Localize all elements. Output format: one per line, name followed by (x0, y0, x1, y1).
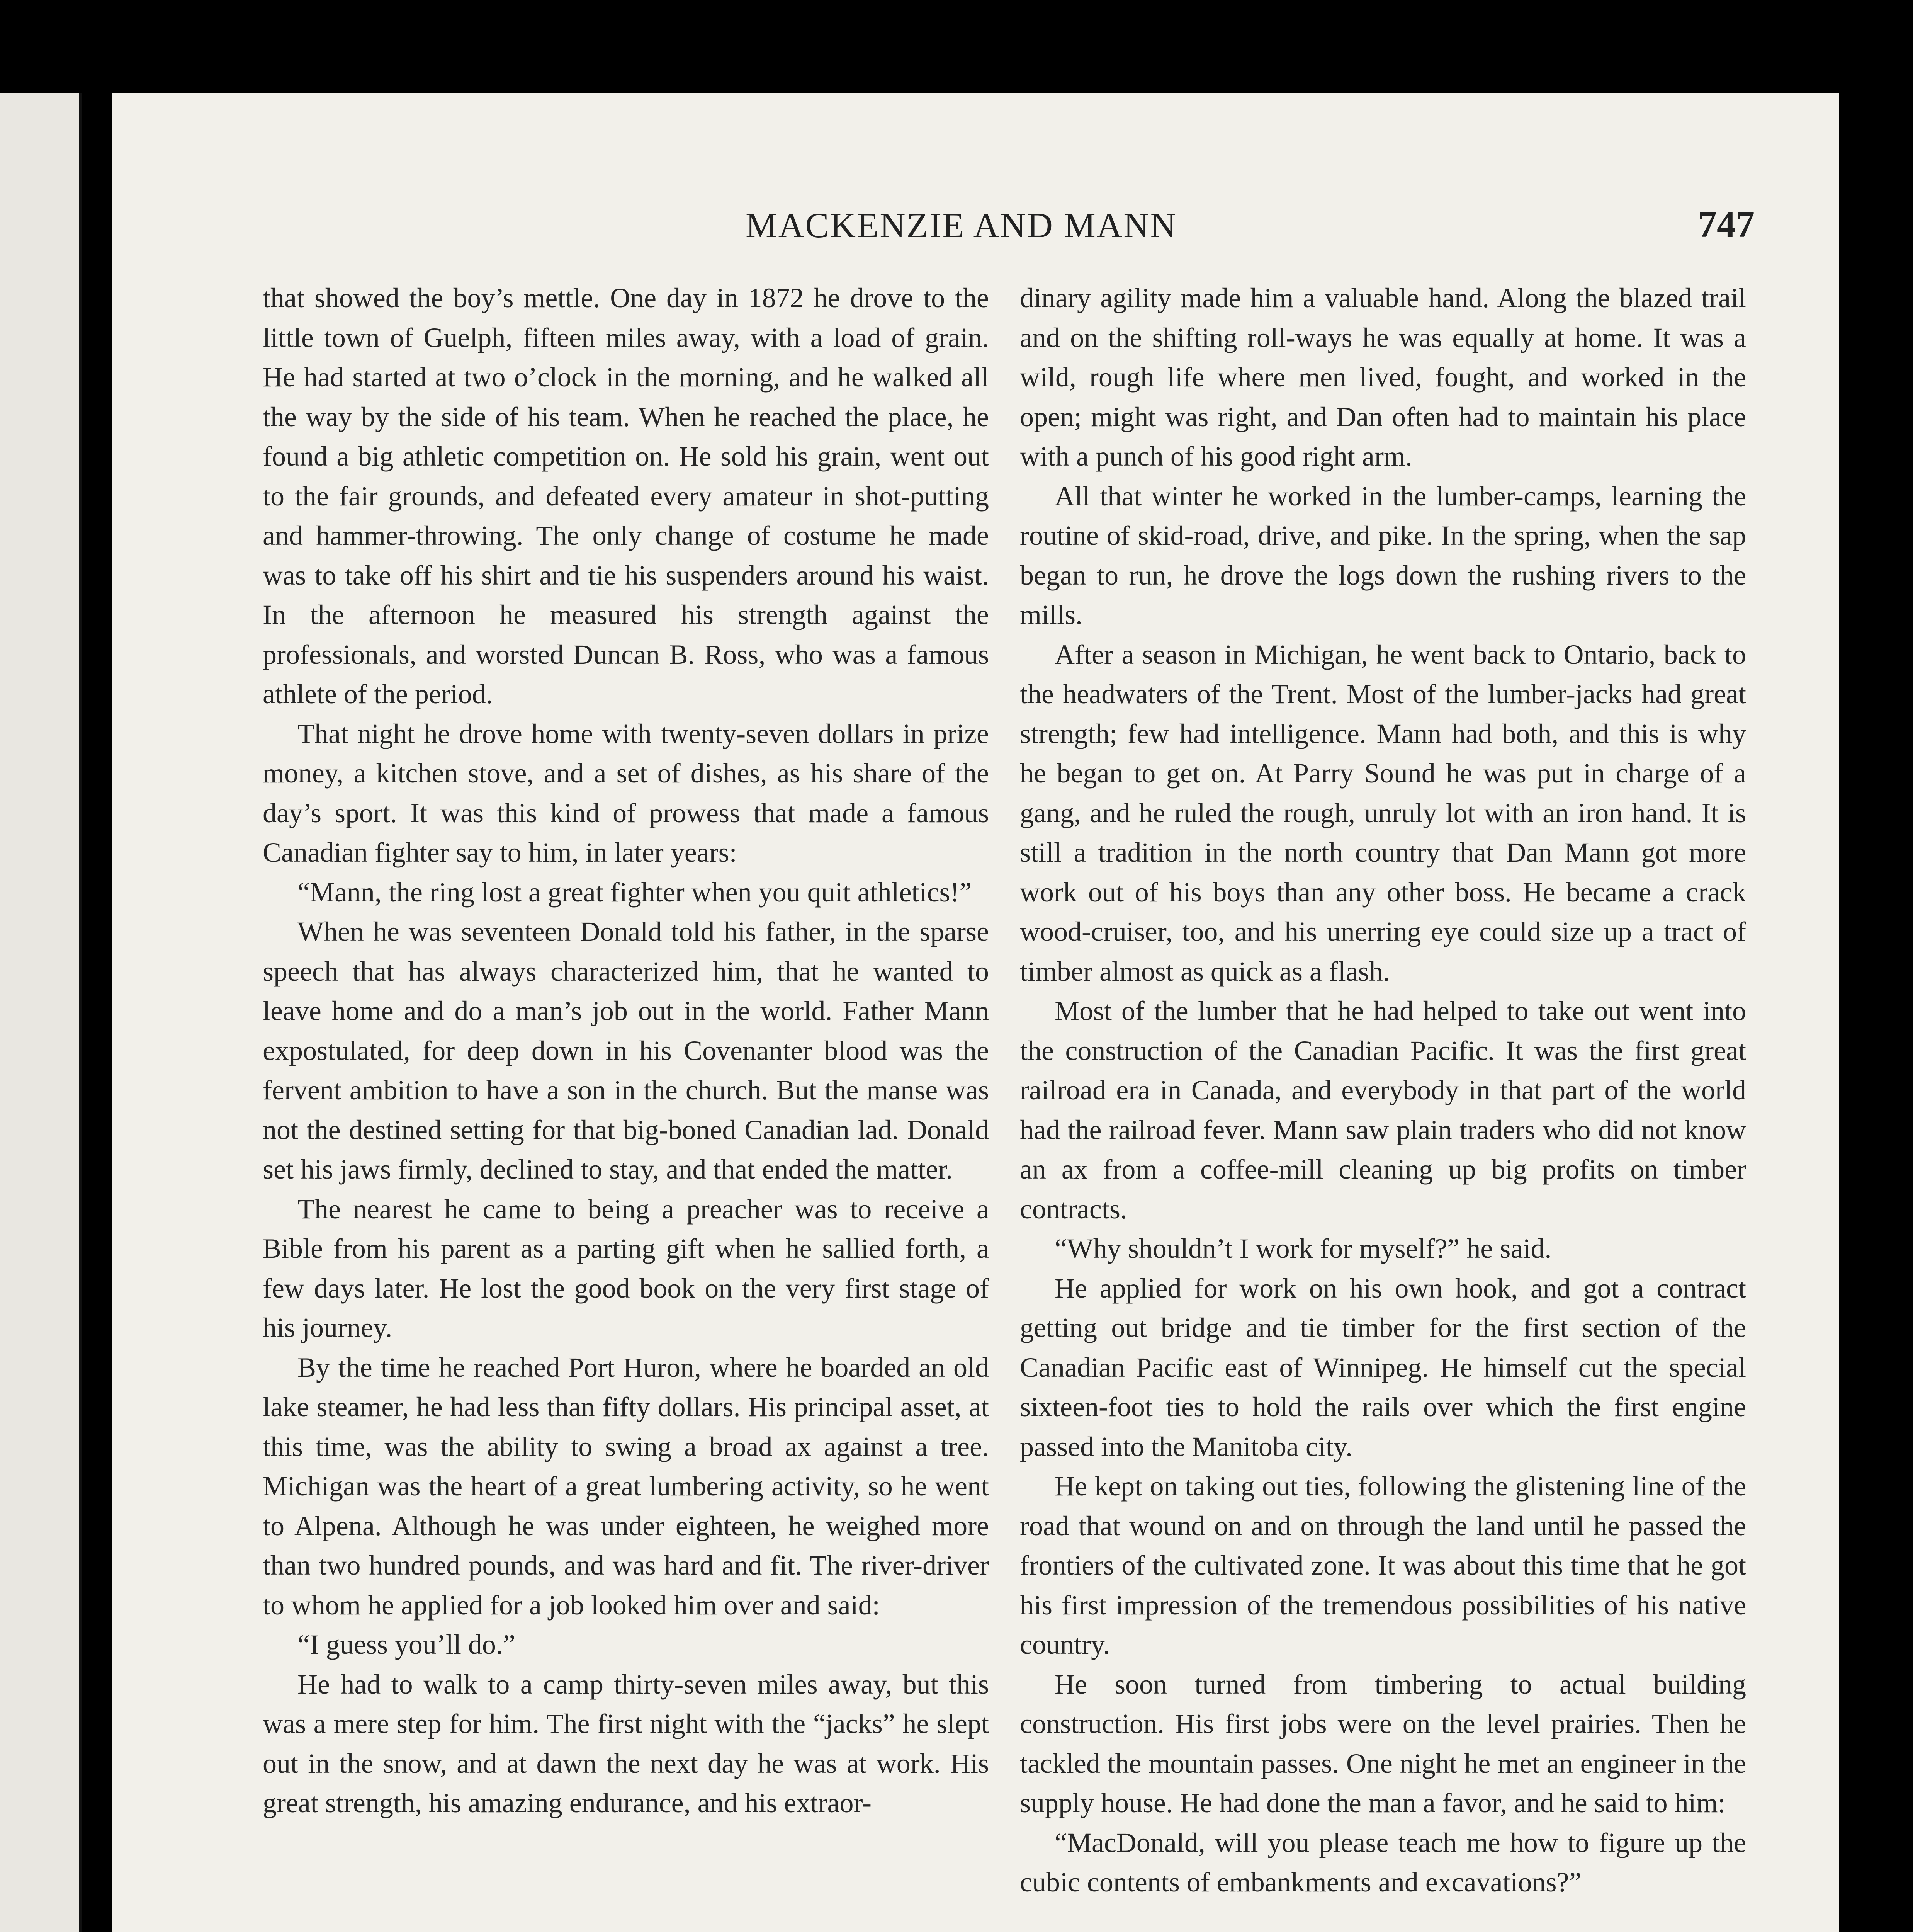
page-gutter (79, 93, 82, 1932)
paragraph: He kept on taking out ties, following the glistening line of the road that wound on and on through the land until he passed the frontiers of the cultivated zone. It was about this time that he got his first impression of the tremendous possibilities of his native country. (1020, 1471, 1746, 1660)
page-number: 747 (1698, 204, 1755, 245)
paragraph: He had to walk to a camp thirty-seven miles away, but this was a mere step for him. The first night with the “jacks” he slept out in the snow, and at dawn the next day he was at work. His great strength, his amazing endurance, and his extraor- (263, 1668, 989, 1818)
paragraph: that showed the boy’s mettle. One day in 1872 he drove to the little town of Guelph, fifteen miles away, with a load of grain. He had started at two o’clock in the morning, and he walked all the way by the side of his team. When he reached the place, he found a big athletic competition on. He sold his grain, went out to the fair grounds, and defeated every amateur in shot-putting and hammer-throwing. The only change of costume he made was to take off his shirt and tie his suspenders around his waist. In the afternoon he measured his strength against the professionals, and worsted Duncan B. Ross, who was a famous athlete of the period. (263, 282, 989, 709)
paragraph: “Why shouldn’t I work for myself?” he said. (1055, 1233, 1552, 1264)
right-column (1020, 278, 1746, 1902)
paragraph: “I guess you’ll do.” (297, 1629, 515, 1660)
paragraph: That night he drove home with twenty-seven dollars in prize money, a kitchen stove, and a set of dishes, as his share of the day’s sport. It was this kind of prowess that made a famous Canadian fighter say to him, in later years: (263, 718, 989, 868)
paragraph: All that winter he worked in the lumber-camps, learning the routine of skid-road, drive, and pike. In the spring, when the sap began to run, he drove the logs down the rushing rivers to the mills. (1020, 480, 1746, 630)
facing-page-edge (0, 93, 81, 1932)
paragraph: dinary agility made him a valuable hand. Along the blazed trail and on the shifting roll-ways he was equally at home. It was a wild, rough life where men lived, fought, and worked in the open; might was right, and Dan often had to maintain his place with a punch of his good right arm. (1020, 282, 1746, 472)
left-column (263, 278, 989, 1823)
paragraph: By the time he reached Port Huron, where he boarded an old lake steamer, he had less than fifty dollars. His principal asset, at this time, was the ability to swing a broad ax against a tree. Michigan was the heart of a great lumbering activity, so he went to Alpena. Although he was under eighteen, he weighed more than two hundred pounds, and was hard and fit. The river-driver to whom he applied for a job looked him over and said: (263, 1352, 989, 1621)
paragraph: He applied for work on his own hook, and got a contract getting out bridge and tie timber for the first section of the Canadian Pacific east of Winnipeg. He himself cut the special sixteen-foot ties to hold the rails over which the first engine passed into the Manitoba city. (1020, 1272, 1746, 1462)
paragraph: The nearest he came to being a preacher was to receive a Bible from his parent as a parting gift when he sallied forth, a few days later. He lost the good book on the very first stage of his journey. (263, 1193, 989, 1343)
paragraph: He soon turned from timbering to actual building construction. His first jobs were on the level prairies. Then he tackled the mountain passes. One night he met an engineer in the supply house. He had done the man a favor, and he said to him: (1020, 1668, 1746, 1818)
paragraph: After a season in Michigan, he went back to Ontario, back to the headwaters of the Trent. Most of the lumber-jacks had great strength; few had intelligence. Mann had both, and this is why he began to get on. At Parry Sound he was put in charge of a gang, and he ruled the rough, unruly lot with an iron hand. It is still a tradition in the north country that Dan Mann got more work out of his boys than any other boss. He became a crack wood-cruiser, too, and his unerring eye could size up a tract of timber almost as quick as a flash. (1020, 639, 1746, 987)
paragraph: “MacDonald, will you please teach me how to figure up the cubic contents of embankments and excavations?” (1020, 1827, 1746, 1898)
paragraph: Most of the lumber that he had helped to take out went into the construction of the Canadian Pacific. It was the first great railroad era in Canada, and everybody in that part of the world had the railroad fever. Mann saw plain traders who did not know an ax from a coffee-mill cleaning up big profits on timber contracts. (1020, 995, 1746, 1225)
paragraph: “Mann, the ring lost a great fighter when you quit athletics!” (297, 876, 972, 908)
running-head: MACKENZIE AND MANN (746, 206, 1177, 245)
paragraph: When he was seventeen Donald told his father, in the sparse speech that has always characterized him, that he wanted to leave home and do a man’s job out in the world. Father Mann expostulated, for deep down in his Covenanter blood was the fervent ambition to have a son in the church. But the manse was not the destined setting for that big-boned Canadian lad. Donald set his jaws firmly, declined to stay, and that ended the matter. (263, 916, 989, 1185)
